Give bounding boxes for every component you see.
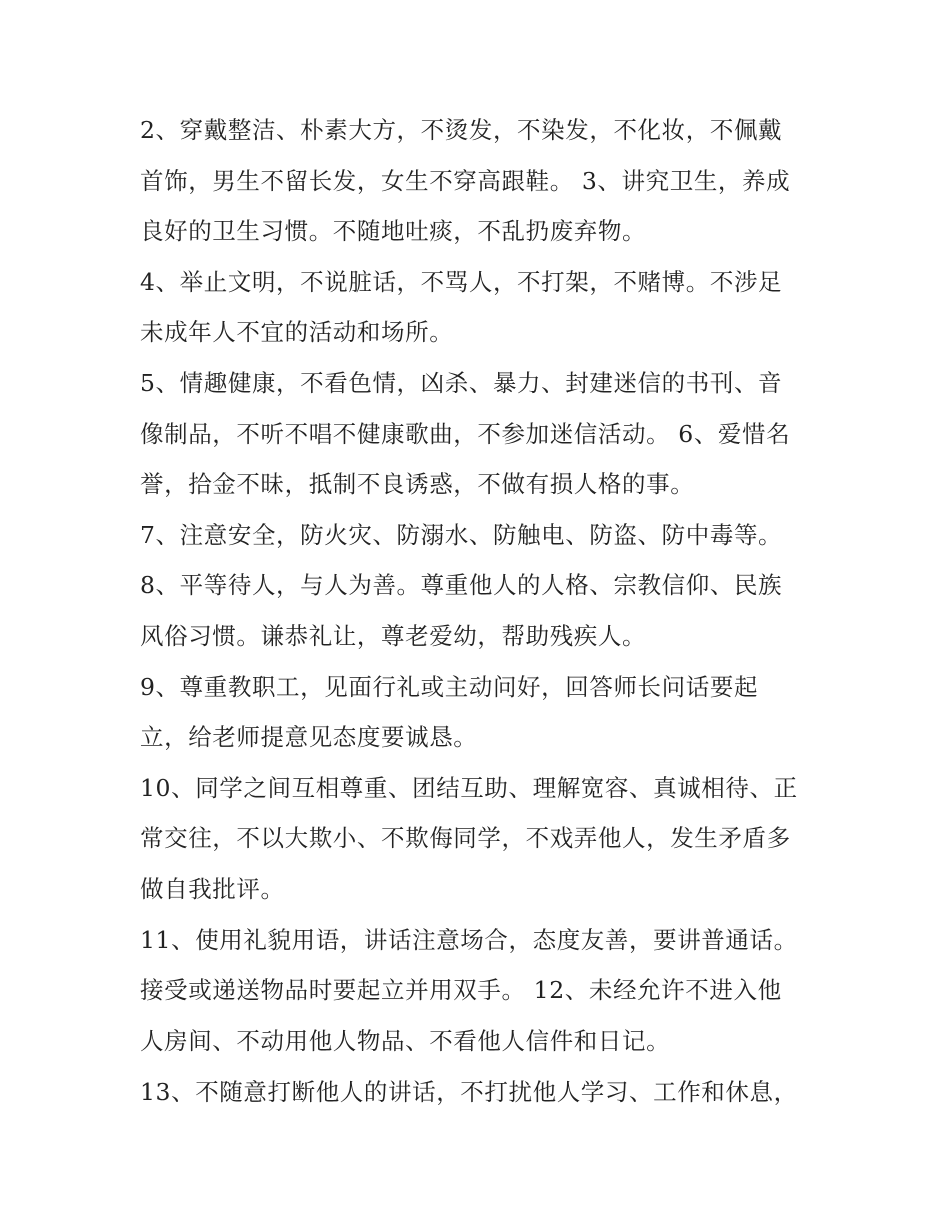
text-line: 11、使用礼貌用语，讲话注意场合，态度友善，要讲普通话。 xyxy=(140,926,798,954)
text-line: 9、尊重教职工，见面行礼或主动问好，回答师长问话要起 xyxy=(140,673,759,701)
text-line: 立，给老师提意见态度要诚恳。 xyxy=(140,723,478,751)
text-line: 7、注意安全，防火灾、防溺水、防触电、防盗、防中毒等。 xyxy=(140,521,783,549)
text-line: 接受或递送物品时要起立并用双手。 12、未经允许不进入他 xyxy=(140,976,782,1004)
text-line: 常交往，不以大欺小、不欺侮同学，不戏弄他人，发生矛盾多 xyxy=(140,824,791,852)
text-line: 8、平等待人，与人为善。尊重他人的人格、宗教信仰、民族 xyxy=(140,571,783,599)
text-line: 良好的卫生习惯。不随地吐痰，不乱扔废弃物。 xyxy=(140,217,647,245)
text-line: 13、不随意打断他人的讲话，不打扰他人学习、工作和休息， xyxy=(140,1078,798,1106)
text-line: 风俗习惯。谦恭礼让，尊老爱幼，帮助残疾人。 xyxy=(140,622,647,650)
text-line: 4、举止文明，不说脏话，不骂人，不打架，不赌博。不涉足 xyxy=(140,268,783,296)
text-line: 人房间、不动用他人物品、不看他人信件和日记。 xyxy=(140,1027,671,1055)
text-line: 5、情趣健康，不看色情，凶杀、暴力、封建迷信的书刊、音 xyxy=(140,369,783,397)
text-line: 2、穿戴整洁、朴素大方，不烫发，不染发，不化妆，不佩戴 xyxy=(140,116,783,144)
text-line: 誉，拾金不昧，抵制不良诱惑，不做有损人格的事。 xyxy=(140,470,695,498)
text-line: 做自我批评。 xyxy=(140,875,285,903)
text-line: 首饰，男生不留长发，女生不穿高跟鞋。 3、讲究卫生，养成 xyxy=(140,167,791,195)
text-line: 未成年人不宜的活动和场所。 xyxy=(140,318,454,346)
text-line: 10、同学之间互相尊重、团结互助、理解宽容、真诚相待、正 xyxy=(140,774,798,802)
text-line: 像制品，不听不唱不健康歌曲，不参加迷信活动。 6、爱惜名 xyxy=(140,420,791,448)
